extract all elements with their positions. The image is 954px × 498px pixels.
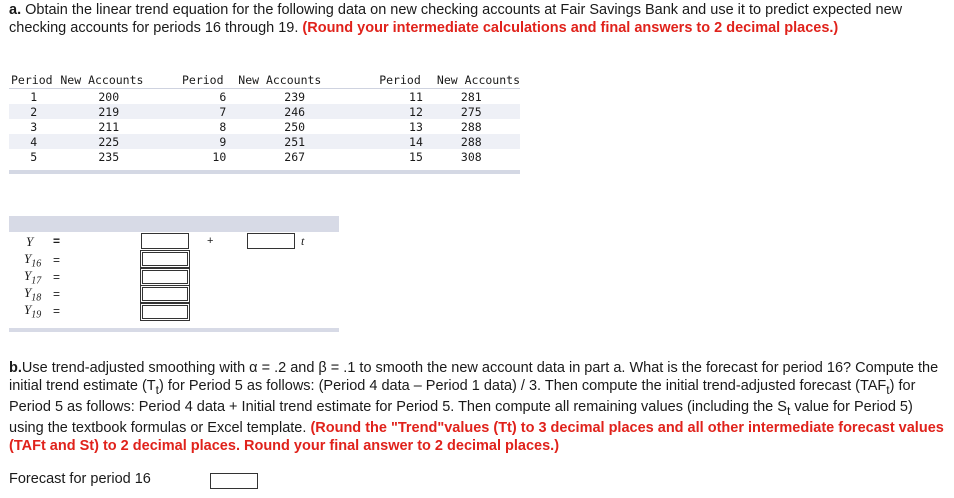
table-cell: 219 [58, 104, 180, 119]
y16-label: $Y_{16}$ [24, 251, 42, 270]
table-cell: 15 [409, 149, 423, 164]
table-cell: 275 [435, 104, 520, 119]
table-cell: 13 [409, 119, 423, 134]
table-cell: 308 [460, 149, 482, 164]
table-row [9, 134, 520, 149]
y19-label: $Y_{19}$ [24, 302, 42, 321]
part-b-label: b. [9, 360, 22, 376]
part-b-subscript-t: t [155, 382, 160, 397]
table-header-row [9, 72, 520, 89]
panel-footer-bar [9, 328, 339, 332]
part-b-text-1: Use trend-adjusted smoothing with α = .2 and β = .1 to smooth the new account data in part a. What is the forecast for period 16? Compute the initial trend estimate (T [9, 360, 939, 394]
part-b-subscript-t: t [786, 403, 791, 418]
y19-input[interactable] [142, 305, 188, 319]
y17-label: $Y_{17}$ [24, 268, 42, 287]
y17-equals: = [53, 270, 61, 284]
table-cell: 200 [98, 89, 120, 104]
equals-sign: = [53, 234, 61, 248]
table-cell: 7 [180, 104, 236, 119]
table-cell: 8 [219, 119, 227, 134]
plus-sign: + [207, 235, 214, 247]
y16-input[interactable] [142, 252, 188, 266]
part-a-label: a. [9, 2, 22, 18]
part-b-text-2: ) for Period 5 as follows: (Period 4 data – Period 1 data) / 3. Then compute the initial trend-adjusted forecast (TAF [159, 377, 887, 394]
part-a-text: Obtain the linear trend equation for the following data on new checking accounts at Fair Savings Bank and use it to predict expected new checking accounts for periods 16 through 19. [9, 2, 903, 36]
forecast-input[interactable] [210, 473, 258, 489]
table-cell: 5 [30, 149, 38, 164]
table-row [9, 149, 520, 164]
t-variable-label: t [301, 234, 305, 248]
table-cell: 211 [98, 119, 120, 134]
table-row [9, 89, 520, 105]
y18-equals: = [53, 287, 61, 301]
y18-label: $Y_{18}$ [24, 285, 42, 304]
table-cell: 250 [284, 119, 306, 134]
question-part-a [9, 2, 944, 37]
forecast-label: Forecast for period 16 [9, 471, 151, 487]
table-row [9, 119, 520, 134]
slope-input[interactable] [247, 233, 295, 249]
table-cell: 3 [30, 119, 38, 134]
question-part-b [9, 360, 947, 455]
header-period-1: Period [9, 72, 58, 89]
table-cell: 246 [236, 104, 377, 119]
header-new-accounts-2: New Accounts [236, 72, 377, 89]
y19-equals: = [53, 304, 61, 318]
table-cell: 14 [377, 134, 435, 149]
intercept-input[interactable] [141, 233, 189, 249]
table-cell: 6 [219, 89, 227, 104]
table-cell: 12 [377, 104, 435, 119]
header-new-accounts-3: New Accounts [436, 73, 520, 87]
part-b-instruction: (Round the "Trend"values (Tt) to 3 decimal places and all other intermediate forecast values (TAFt and St) to 2 decimal places. Round your final answer to 2 decimal places.) [9, 420, 944, 454]
table-cell: 251 [236, 134, 377, 149]
y-label: Y [26, 234, 34, 249]
table-cell: 281 [460, 89, 482, 104]
table-cell: 2 [9, 104, 58, 119]
table-cell: 225 [58, 134, 180, 149]
y16-equals: = [53, 253, 61, 267]
table-cell: 288 [435, 134, 520, 149]
table-cell: 9 [180, 134, 236, 149]
y17-input[interactable] [142, 270, 188, 284]
header-period-3: Period [377, 72, 435, 89]
table-cell: 239 [284, 89, 306, 104]
part-b-text-4: value for Period 5) using the textbook formulas or Excel template. [9, 398, 913, 437]
table-cell: 288 [460, 119, 482, 134]
table-cell: 267 [284, 149, 306, 164]
table-bottom-border [9, 170, 520, 174]
table-cell: 4 [9, 134, 58, 149]
panel-header-bar [9, 216, 339, 232]
y18-input[interactable] [142, 287, 188, 301]
trend-equation-panel [9, 216, 339, 332]
part-a-instruction: (Round your intermediate calculations and final answers to 2 decimal places.) [302, 19, 839, 36]
header-new-accounts-1: New Accounts [58, 72, 180, 89]
table-cell: 235 [98, 149, 120, 164]
table-row [9, 104, 520, 119]
header-period-2: Period [180, 72, 236, 89]
table-cell: 11 [409, 89, 423, 104]
part-b-subscript-t: t [886, 382, 890, 397]
part-b-text-3: ) for Period 5 as follows: Period 4 data + Initial trend estimate for Period 5. Then compute all remaining values (including the S [9, 377, 916, 415]
table-cell: 1 [30, 89, 38, 104]
table-cell: 10 [212, 149, 227, 164]
new-accounts-table [9, 72, 520, 164]
